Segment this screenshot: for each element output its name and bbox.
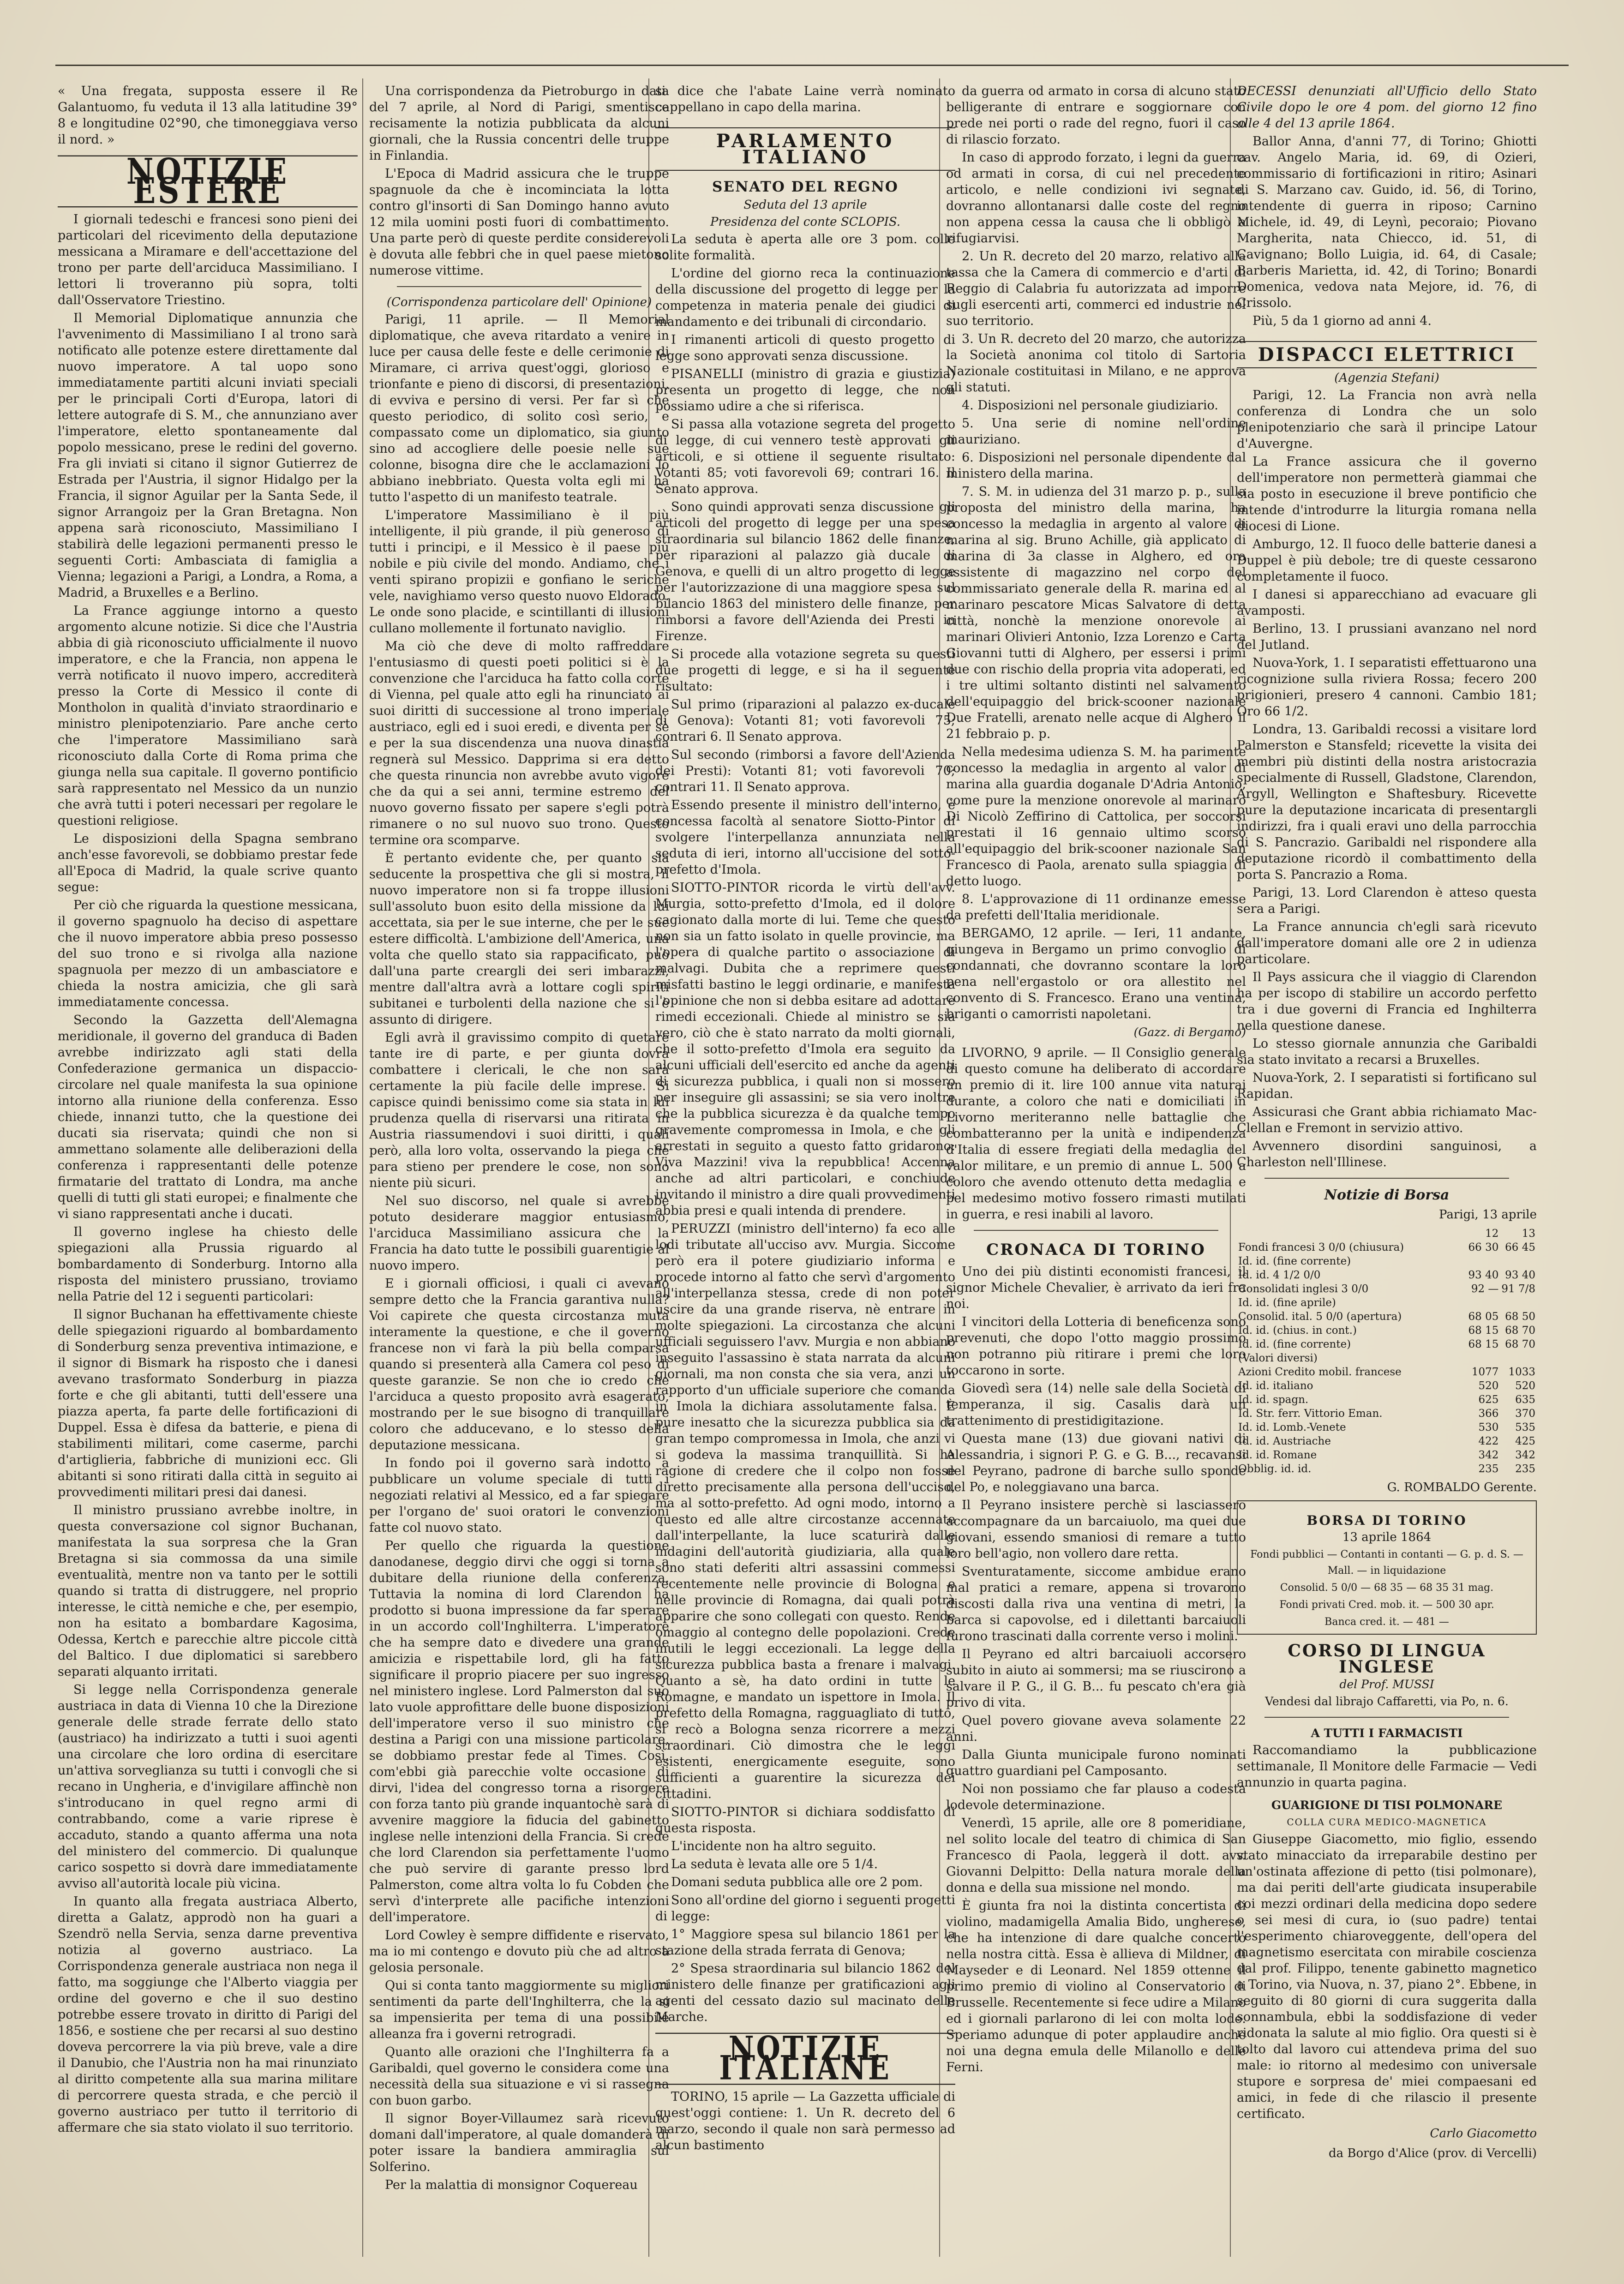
- dispatch-paragraph: Nuova-York, 1. I separatisti effettuarono una ricognizione sulla riviera Rossa; fecero 200 prigionieri, presero 4 cannoni. Cambio 181; Oro 66 1/2.: [1237, 656, 1537, 719]
- cronaca-paragraph: Sventuratamente, siccome ambidue erano mal pratici a remare, appena si trovarono discosti dalla riva una ventina di metri, la barca si capovolse, ed i dilettanti barcaiuoli furono trascinati dalla corrente verso i molini.: [946, 1565, 1246, 1643]
- table-cell: Id. id. italiano: [1238, 1380, 1313, 1392]
- table-cell: Fondi francesi 3 0/0 (chiusura): [1238, 1241, 1404, 1253]
- senate-paragraph: Sul primo (riparazioni al palazzo ex-ducale di Genova): Votanti 81; voti favorevoli 75; contrari 6. Il Senato approva.: [655, 697, 955, 744]
- top-rule: [55, 65, 1569, 66]
- table-cell: [1467, 1351, 1500, 1365]
- senate-heading: SENATO DEL REGNO: [712, 179, 899, 195]
- borsa-torino-row: Fondi privati Cred. mob. it. — 500 30 apr.: [1279, 1599, 1494, 1611]
- cure-ad-place: da Borgo d'Alice (prov. di Vercelli): [1328, 2146, 1537, 2160]
- senate-paragraph: Sul secondo (rimborsi a favore dell'Azienda dei Presti): Votanti 81; voti favorevoli 70; contrari 11. Il Senato approva.: [655, 748, 955, 794]
- article-paragraph: In caso di approdo forzato, i legni da guerra od armati in corsa, di cui nel precedente articolo, e nelle condizioni ivi segnate, dovranno allontanarsi dalle coste del regno non appena cessa la causa che li obbligò a rifugiarvisi.: [946, 150, 1246, 246]
- cronaca-paragraph: I vincitori della Lotteria di beneficenza sono prevenuti, che dopo l'otto maggio prossimo non potranno più ritirare i premi che loro toccarono in sorte.: [946, 1315, 1246, 1378]
- article-paragraph: La France aggiunge intorno a questo argomento alcune notizie. Si dice che l'Austria abbia di già riconosciuto ufficialmente il nuovo imperatore, e che la Francia, non appena le verrà notificato il nuovo impero, accrediterà presso la Corte di Messico il conte di Montholon in qualità d'inviato straordinario e ministro plenipotenziario. Pare anche certo che l'imperatore Massimiliano sarà riconosciuto dalla Corte di Roma prima che giunga nella sua capitale. Il governo pontificio sarà rappresentato nel Messico da un nunzio che avrà tutti i poteri necessari per regolare le questioni religiose.: [58, 604, 358, 828]
- table-row: [1237, 1421, 1537, 1434]
- column-rule: [362, 78, 363, 2257]
- cure-ad-heading: GUARIGIONE DI TISI POLMONARE: [1271, 1798, 1503, 1812]
- table-row: [1237, 1351, 1537, 1365]
- divider: [974, 1230, 1218, 1231]
- dispatches-body: [1237, 387, 1537, 1170]
- table-cell: Obblig. id. id.: [1238, 1463, 1312, 1475]
- correspondence-paragraph: Il signor Boyer-Villaumez sarà ricevuto domani dall'imperatore, al quale domanderà di poter issare la bandiera ammiraglia sul Solferino.: [369, 2111, 669, 2174]
- article-body: [369, 83, 669, 279]
- cure-ad-subheading: COLLA CURA MEDICO-MAGNETICA: [1287, 1816, 1487, 1828]
- table-row: [1237, 1462, 1537, 1476]
- table-cell: [1500, 1351, 1537, 1365]
- borsa-title: Notizie di Borsa: [1324, 1187, 1450, 1203]
- table-cell: Id. id. (fine corrente): [1238, 1338, 1351, 1350]
- dispatch-paragraph: Nuova-York, 2. I separatisti si fortificano sul Rapidan.: [1237, 1071, 1537, 1101]
- table-cell: 68 70: [1505, 1325, 1535, 1337]
- correspondence-paragraph: È pertanto evidente che, per quanto sia seducente la prospettiva che gli si mostra, il nuovo imperatore non si fa troppe illusioni sull'assoluto buon esito della missione da lui accettata, sia per le sue interne, che per le sue estere difficoltà. L'ambizione dell'America, una volta che quello stato sia rappacificato, può dall'una parte creargli dei seri imbarazzi, mentre dall'altra avrà a lottare cogli spiriti subitanei e turbolenti della nazione che si è assunto di dirigere.: [369, 851, 669, 1027]
- borsa-torino-date: 13 aprile 1864: [1342, 1530, 1432, 1544]
- table-row: [1237, 1241, 1537, 1254]
- divider: [1264, 1717, 1509, 1718]
- table-row: [1237, 1407, 1537, 1421]
- table-cell: Id. id. spagn.: [1238, 1394, 1309, 1406]
- correspondence-paragraph: Per quello che riguarda la questione danodanese, deggio dirvi che oggi si torna a dubitare della riunione della conferenza. Tuttavia la nomina di lord Clarendon ha prodotto si buona impressione da far sperare in un accordo coll'Inghilterra. L'imperatore che ha sempre dato e divedere una grande amicizia e rispettabile lord, gli ha fatto significare il proprio piacere per suo ingresso nel ministero inglese. Lord Palmerston dal suo lato vuole approfittare delle buone disposizioni dell'imperatore verso il suo ministro che destina a Parigi con una missione particolare, se dobbiamo prestar fede al Times. Così, com'ebbi già parecchie volte occasione di dirvi, l'idea del congresso torna a risorgere con forza tanto più grande inquantochè sarà di avvenire maggiore la fiducia del gabinetto inglese nelle intenzioni della Francia. Si crede che lord Clarendon sia perfettamente l'uomo che può servire di garante presso lord Palmerston, come altra volta lo fu Cobden che servì d'interprete alle pacifiche intenzioni dell'imperatore.: [369, 1539, 669, 1924]
- section-heading-parlamento: PARLAMENTO ITALIANO: [655, 127, 955, 171]
- article-body: [946, 83, 1246, 1022]
- dispatch-paragraph: Londra, 13. Garibaldi recossi a visitare lord Palmerston e Stansfeld; ricevette la visita dei membri più distinti della nostra aristocrazia specialmente di Russell, Gladstone, Clarendon, Argyll, Wellington e Shaftesbury. Ricevette pure la deputazione incaricata di presentargli indirizzi, fra i quali eravi uno della parrocchia di S. Pancrazio. Garibaldi nel rispondere alla deputazione ricordò il combattimento della porta S. Pancrazio a Roma.: [1237, 722, 1537, 882]
- lead-paragraph: si dice che l'abate Laine verrà nominato cappellano in capo della marina.: [655, 84, 955, 114]
- cure-ad-signature: Carlo Giacometto: [1430, 2127, 1537, 2140]
- table-row: [1237, 1379, 1537, 1393]
- borsa-torino-title: BORSA DI TORINO: [1306, 1513, 1467, 1528]
- article-body: [946, 1045, 1246, 1223]
- correspondence-paragraph: L'imperatore Massimiliano è il più intelligente, il più grande, il più generoso di tutti i principi, e il Messico è il paese più nobile e più civile del mondo. Andiamo, che i venti spirano propizii e gonfiano le seriche vele, navighiamo verso questo nuovo Eldorado. Le onde sono placide, e scintillanti di illusioni cullano mollemente il fortunato naviglio.: [369, 508, 669, 635]
- table-cell: 625: [1478, 1394, 1499, 1406]
- table-cell: 342: [1515, 1449, 1535, 1461]
- table-cell: Id. id. 4 1/2 0/0: [1238, 1269, 1321, 1281]
- table-cell: 530: [1478, 1421, 1499, 1433]
- table-cell: 520: [1478, 1380, 1499, 1392]
- cronaca-paragraph: Noi non possiamo che far plauso a codesta lodevole determinazione.: [946, 1782, 1246, 1812]
- borsa-torino-box: [1237, 1500, 1537, 1635]
- senate-paragraph: La seduta è aperta alle ore 3 pom. colle solite formalità.: [655, 232, 955, 263]
- article-paragraph: In quanto alla fregata austriaca Alberto, diretta a Galatz, approdò non ha guari a Szendrö nella Servia, senza darne preventiva notizia al governo austriaco. La Corrispondenza generale austriaca non nega il fatto, ma soggiunge che l'Alberto viaggia per ordine del governo e che il suo destino potrebbe essere trovato in diritto di Parigi del 1856, e sostiene che per recarsi al suo destino doveva percorrere la via più breve, vale a dire il Danubio, che l'Austria non ha mai rinunziato al diritto competente alla sua marina militare di percorrere questa strada, e che perciò il governo austriaco per tutto il territorio di affermare che sia stato violato il suo territorio.: [58, 1894, 358, 2135]
- senate-paragraph: Domani seduta pubblica alle ore 2 pom.: [671, 1875, 923, 1889]
- dispatch-paragraph: Lo stesso giornale annunzia che Garibaldi sia stato invitato a recarsi a Bruxelles.: [1237, 1037, 1537, 1067]
- article-paragraph: 8. L'approvazione di 11 ordinanze emesse da prefetti dell'Italia meridionale.: [946, 892, 1246, 923]
- deaths-heading: DECESSI denunziati all'Ufficio dello Stato Civile dopo le ore 4 pom. del giorno 12 fino alle 4 del 13 aprile 1864.: [1237, 84, 1537, 131]
- column-4: [946, 83, 1246, 2252]
- dispatch-paragraph: Parigi, 13. Lord Clarendon è atteso questa sera a Parigi.: [1237, 886, 1537, 916]
- senate-paragraph: L'incidente non ha altro seguito.: [671, 1839, 876, 1853]
- table-cell: 93 40: [1468, 1269, 1499, 1281]
- senate-paragraph: Si passa alla votazione segreta del progetto di legge, di cui vennero testè approvati gli articoli, e si ottiene il seguente risultato: Votanti 85; voti favorevoli 69; contrari 16. Il Senato approva.: [655, 417, 955, 496]
- dispatch-paragraph: La France assicura che il governo dell'imperatore non permetterà giammai che sia posto in esecuzione il breve pontificio che intende d'introdurre la liturgia romana nella diocesi di Lione.: [1237, 455, 1537, 534]
- table-row: [1237, 1324, 1537, 1337]
- table-cell: [1467, 1254, 1500, 1268]
- dispatch-paragraph: Il Pays assicura che il viaggio di Clarendon ha per iscopo di stabilire un accordo perfetto tra i due governi di Francia ed Inghilterra nella questione danese.: [1237, 970, 1537, 1033]
- article-paragraph: Una corrispondenza da Pietroburgo in data del 7 aprile, al Nord di Parigi, smentisce recisamente la notizia pubblicata da alcuni giornali, che la Russia concentri delle truppe in Finlandia.: [369, 84, 669, 163]
- dispatch-paragraph: Amburgo, 12. Il fuoco delle batterie danesi a Duppel è più debole; tre di queste cessarono completamente il fuoco.: [1237, 537, 1537, 584]
- table-cell: 425: [1515, 1435, 1535, 1447]
- correspondence-paragraph: Nel suo discorso, nel quale si avrebbe potuto desiderare maggior entusiasmo, l'arciduca Massimiliano assicura che la Francia ha dato tutte le possibili guarentigie al nuovo impero.: [369, 1194, 669, 1273]
- article-paragraph: 7. S. M. in udienza del 31 marzo p. p., sulla proposta del ministro della marina, ha concesso la medaglia in argento al valore di marina al sig. Bruno Achille, già applicato di marina di 3a classe in Alghero, ed ora assistente di magazzino nel corpo del commissariato generale della R. marina ed al marinaro pescatore Micas Salvatore di detta città, nonchè la menzione onorevole ai marinari Olivieri Antonio, Izza Lorenzo e Carta Giovanni tutti di Alghero, per essersi i primi due con rischio della propria vita adoperati, ed i tre ultimi soltanto distinti nel salvamento dell'equipaggio del brick-scooner nazionale Due Fratelli, arenato nelle acque di Alghero il 21 febbraio p. p.: [946, 485, 1246, 741]
- course-ad-line: Vendesi dal librajo Caffaretti, via Po, n. 6.: [1265, 1695, 1509, 1708]
- table-row: [1237, 1296, 1537, 1310]
- correspondence-paragraph: Ma ciò che deve di molto raffreddare l'entusiasmo di questi poeti politici si è la convenzione che l'arciduca ha fatto colla corte di Vienna, pel quale atto egli ha rinunciato ai suoi diritti di successione al trono imperiale austriaco, egli ed i suoi eredi, e diventa per sè e per la sua discendenza una nuova dinastia regnerà sul Messico. Dapprima si era detto che questa rinuncia non avrebbe avuto vigore che da qui a sei anni, termine estremo del nuovo governo fissato per sapere s'egli potrà rimanere o no sul nuovo suo trono. Questo termine ora scomparve.: [369, 639, 669, 847]
- article-paragraph: Secondo la Gazzetta dell'Alemagna meridionale, il governo del granduca di Baden avrebbe indirizzato agli stati della Confederazione germanica un dispaccio-circolare nel quale manifesta la sua opinione intorno alla riunione della conferenza. Esso chiede, innanzi tutto, che la questione dei ducati sia riservata; quindi che non si ammettano solamente alle deliberazioni della conferenza i rappresentanti delle potenze firmatarie del trattato di Londra, ma anche quelli di tutti gli stati europei; e finalmente che vi siano rappresentati anche i ducati.: [58, 1013, 358, 1221]
- borsa-torino-row: Banca cred. it. — 481 —: [1324, 1616, 1449, 1628]
- table-cell: (Valori diversi): [1238, 1352, 1318, 1364]
- table-row: [1237, 1434, 1537, 1448]
- article-paragraph: Il ministro prussiano avrebbe inoltre, in questa conversazione col signor Buchanan, manifestata la sua sorpresa che la Gran Bretagna si sia commossa da una simile eventualità, mentre non va tanto per le sottili quando si tratta di distruggere, nel proprio interesse, le città nemiche e che, per esempio, non ha esitato a bombardare Kagosima, Odessa, Kertch e parecchie altre piccole città del Baltico. I due diplomatici si sarebbero separati alquanto irritati.: [58, 1503, 358, 1679]
- article-paragraph: TORINO, 15 aprile — La Gazzetta ufficiale di quest'oggi contiene: 1. Un R. decreto del 6 marzo, secondo il quale non sarà permesso ad alcun bastimento: [655, 2090, 955, 2152]
- course-ad-heading: CORSO DI LINGUA INGLESE: [1288, 1641, 1486, 1677]
- cronaca-paragraph: È giunta fra noi la distinta concertista di violino, madamigella Amalia Bido, ungherese, che ha intenzione di dare qualche concerto nella nostra città. Essa è allieva di Mildner, di Mayseder e di Leonard. Nel 1859 ottenne il primo premio di violino al Conservatorio di Brusselle. Recentemente si fece udire a Milano ed i giornali parlarono di lei con molta lode. Speriamo adunque di poter applaudire anche noi una degna emula delle Milanollo e delle Ferni.: [946, 1899, 1246, 2074]
- table-row: [1237, 1365, 1537, 1379]
- cronaca-paragraph: Uno dei più distinti economisti francesi, il signor Michele Chevalier, è arrivato da ieri fra noi.: [946, 1265, 1246, 1311]
- session-president: Presidenza del conte SCLOPIS.: [710, 215, 901, 229]
- cronaca-paragraph: Il Peyrano ed altri barcaiuoli accorsero subito in aiuto ai sommersi; ma se riuscirono a salvare il P. G., il G. B... fu pescato ch'era già privo di vita.: [946, 1647, 1246, 1710]
- table-cell: [1500, 1254, 1537, 1268]
- senate-paragraph: Si procede alla votazione segreta su questi due progetti di legge, e si ha il seguente risultato:: [655, 647, 955, 694]
- borsa-torino-rows: [1242, 1547, 1531, 1630]
- senate-paragraph: PISANELLI (ministro di grazia e giustizia) presenta un progetto di legge, che non possiamo udire a che si riferisca.: [655, 367, 955, 414]
- table-cell: 235: [1478, 1463, 1499, 1475]
- table-cell: 535: [1515, 1421, 1535, 1433]
- column-3: [655, 83, 955, 2252]
- article-paragraph: Nella medesima udienza S. M. ha parimente concesso la medaglia in argento al valor di marina alla guardia doganale D'Adria Antonio, come pure la menzione onorevole al marinaro Di Nicolò Zeffirino di Cattolica, per soccorsi prestati il 16 gennaio ultimo scorso all'equipaggio del brik-scooner nazionale San Francesco di Paola, arenato sulla spiaggia di detto luogo.: [946, 745, 1246, 888]
- divider: [397, 286, 641, 287]
- table-row: [1237, 1268, 1537, 1282]
- table-cell: Consolid. ital. 5 0/0 (apertura): [1238, 1311, 1402, 1323]
- article-paragraph: Le disposizioni della Spagna sembrano anch'esse favorevoli, se dobbiamo prestar fede all'Epoca di Madrid, la quale scrive quanto segue:: [58, 832, 358, 894]
- table-cell: 66 45: [1505, 1241, 1535, 1253]
- course-ad-prof: del Prof. MUSSI: [1339, 1678, 1434, 1691]
- column-1: [58, 83, 358, 2252]
- cronaca-paragraph: Venerdì, 15 aprile, alle ore 8 pomeridiane, nel solito locale del teatro di chimica di San Francesco di Paola, leggerà il dott. avv. Giovanni Delpitto: Della natura morale della donna e della sua missione nel mondo.: [946, 1816, 1246, 1895]
- senate-paragraph: 2° Spesa straordinaria sul bilancio 1862 del ministero delle finanze per gratificazioni agli agenti del cessato dazio sul macinato delle Marche.: [655, 1961, 955, 2024]
- dispatch-paragraph: Berlino, 13. I prussiani avanzano nel nord del Jutland.: [1237, 622, 1537, 652]
- correspondence-paragraph: E i giornali officiosi, i quali ci avevano sempre detto che la Francia garantiva nulla? Voi capirete che questa circostanza muta interamente la questione, e che il governo francese non vi farà la più bella comparsa quando si presenterà alla Camera col peso di queste garanzie. Se non che io credo che l'arciduca a questo proposito avrà esagerato, mostrando per le sue bisogno di tranquillare coloro che adducevano, e lo stesso della deputazione messicana.: [369, 1277, 669, 1452]
- table-row: [1237, 1393, 1537, 1407]
- senate-paragraph: Essendo presente il ministro dell'interno, è concessa facoltà al senatore Siotto-Pintor di svolgere l'interpellanza annunziata nella seduta di ieri, intorno all'uccisione del sotto-prefetto d'Imola.: [655, 798, 955, 877]
- senate-paragraph: Sono all'ordine del giorno i seguenti progetti di legge:: [655, 1893, 955, 1924]
- table-cell: Azioni Credito mobil. francese: [1238, 1366, 1402, 1378]
- article-paragraph: 6. Disposizioni nel personale dipendente dal ministero della marina.: [946, 450, 1246, 481]
- deaths-tail: Più, 5 da 1 giorno ad anni 4.: [1252, 314, 1432, 328]
- table-cell: 66 30: [1468, 1241, 1499, 1253]
- senate-paragraph: SIOTTO-PINTOR ricorda le virtù dell'avv. Murgia, sotto-prefetto d'Imola, ed il dolore cagionato dalla morte di lui. Teme che questo non sia un fatto isolato in quelle provincie, ma l'opera di qualche partito o associazione di malvagi. Dubita che a reprimere questi misfatti bastino le leggi ordinarie, e manifesta l'opinione che non si debba esitare ad adottare rimedi eccezionali. Chiede al ministro se sia vero, ciò che è stato narrato da molti giornali, che il sotto-prefetto d'Imola era seguito da alcuni ufficiali dell'esercito ed anche da agenti di sicurezza pubblica, i quali non si mossero per inseguire gli assassini; se sia vero inoltre che la pubblica sicurezza è da qualche tempo gravemente compromessa in Imola, e che gli arrestati in seguito a questo fatto gridarono: Viva Mazzini! viva la repubblica! Accenna anche ad altri particolari, e conchiude invitando il ministro a dire quali provvedimenti abbia presi e quali intenda di prendere.: [655, 881, 955, 1218]
- dispatch-paragraph: Avvennero disordini sanguinosi, a Charleston nell'Illinese.: [1237, 1139, 1537, 1169]
- senate-paragraph: 1° Maggiore spesa sul bilancio 1861 per la stazione della strada ferrata di Genova;: [655, 1927, 955, 1958]
- table-cell: Id. id. (fine corrente): [1238, 1255, 1351, 1267]
- table-cell: [1500, 1296, 1537, 1310]
- correspondence-paragraph: In fondo poi il governo sarà indotto a pubblicare un volume speciale di tutti i negoziati relativi al Messico, ed a far spiegare per l'organo de' suoi oratori le convenzioni fatte col nuovo stato.: [369, 1456, 669, 1535]
- article-paragraph: Il signor Buchanan ha effettivamente chieste delle spiegazioni riguardo al bombardamento di Sonderburg senza preventiva intimazione, e il signor di Bismark ha risposto che i danesi avevano trasformato Sonderburg in piazza forte e che gli abitanti, tutti dell'essere una piazza aperta, fa parte delle fortificazioni di Duppel. Essa è difesa da batterie, e piena di stabilimenti militari, come caserme, parchi d'artiglieria, fabbriche di munizioni ecc. Gli abitanti si sono ritirati dalla città in seguito ai provvedimenti militari presi dai danesi.: [58, 1307, 358, 1499]
- table-cell: 342: [1478, 1449, 1499, 1461]
- column-2: [369, 83, 669, 2252]
- intro-paragraph: « Una fregata, supposta essere il Re Galantuomo, fu veduta il 13 alla latitudine 39° 8 e longitudine 02°90, che timoneggiava verso il nord. »: [58, 84, 358, 147]
- cronaca-paragraph: Questa mane (13) due giovani nativi di Alessandria, i signori P. G. e G. B..., recavansi del Peyrano, padrone di barche sullo sponde del Po, e noleggiavano una barca.: [946, 1432, 1246, 1494]
- senate-paragraph: I rimanenti articoli di questo progetto di legge sono approvati senza discussione.: [655, 333, 955, 363]
- borsa-table: [1237, 1227, 1537, 1476]
- article-paragraph: LIVORNO, 9 aprile. — Il Consiglio generale di questo comune ha deliberato di accordare un premio di it. lire 100 annue vita naturai durante, a coloro che nati e domiciliati in Livorno meriteranno nelle battaglie che combatteranno per la unità e indipendenza d'Italia di essere fregiati della medaglia del valor militare, e un premio di annue L. 500 a coloro che avendo ottenuto detta medaglia e pel medesimo motivo fossero rimasti mutilati in guerra, e resi inabili al lavoro.: [946, 1046, 1246, 1222]
- table-cell: 235: [1515, 1463, 1535, 1475]
- deaths-list: Ballor Anna, d'anni 77, di Torino; Ghiotti cav. Angelo Maria, id. 69, di Ozieri, commissario di fortificazioni in ritiro; Asinari di S. Marzano cav. Guido, id. 56, di Torino, intendente di guerra in riposo; Carnino Michele, id. 49, di Leynì, pecoraio; Piovano Margherita, nata Chiecco, id. 51, di Cavignano; Bollo Luigia, id. 64, di Casale; Barberis Marietta, id. 42, di Torino; Bonardi Domenica, vedova nata Mejore, id. 76, di Crissolo.: [1237, 134, 1537, 310]
- gerente-signature: G. ROMBALDO Gerente.: [1387, 1481, 1537, 1494]
- section-heading-notizie-italiane: NOTIZIE ITALIANE: [655, 2033, 955, 2085]
- correspondence-heading: (Corrispondenza particolare dell' Opinione): [386, 295, 652, 309]
- session-date: Seduta del 13 aprile: [743, 198, 867, 212]
- borsa-date: Parigi, 13 aprile: [1439, 1208, 1537, 1222]
- cure-ad-text: Giuseppe Giacometto, mio figlio, essendo stato minacciato da irreparabile destino per un'ostinata affezione di petto (tisi polmonare), ma dai periti dell'arte giudicata insuperabile coi mezzi ordinari della medicina dopo sedere o sei mesi di cura, io (suo padre) tentai l'esperimento chiaroveggente, dell'opera del magnetismo esercitata con mirabile coscienza dal prof. Filippo, tenente gabinetto magnetico a Torino, via Nuova, n. 37, piano 2°. Ebbene, in seguito di 80 giorni di cura suggerita dalla sonnambula, ebbi la soddisfazione di veder ridonata la salute al mio figlio. Ora questi si è tolto dal lavoro cui attendeva prima del suo male: io ritorno al medesimo con universale stupore e sorpresa de' miei compaesani ed amici, in fede di che rilascio il presente certificato.: [1237, 1832, 1537, 2121]
- table-header-row: [1237, 1227, 1537, 1241]
- table-cell: Id. Str. ferr. Vittorio Eman.: [1238, 1408, 1383, 1420]
- table-cell: 68 50: [1505, 1311, 1535, 1323]
- table-cell: Id. id. Romane: [1238, 1449, 1317, 1461]
- table-cell: Id. id. Austriache: [1238, 1435, 1331, 1447]
- section-heading-cronaca: CRONACA DI TORINO: [986, 1241, 1206, 1259]
- cronaca-paragraph: Il Peyrano insistere perchè si lasciassero accompagnare da un barcaiuolo, ma quei due giovani, essendo smaniosi di remare a tutto loro bell'agio, non vollero dare retta.: [946, 1498, 1246, 1561]
- table-cell: Id. id. (chius. in cont.): [1238, 1325, 1357, 1337]
- column-5: [1237, 83, 1537, 2252]
- table-row: [1237, 1310, 1537, 1324]
- table-cell: 1077: [1471, 1366, 1499, 1378]
- table-row: [1237, 1448, 1537, 1462]
- senate-paragraph: Sono quindi approvati senza discussione gli articoli del progetto di legge per una spesa straordinaria sul bilancio 1862 delle finanze, per riparazioni al palazzo già ducale di Genova, e quelli di un altro progetto di legge per l'autorizzazione di una maggiore spesa sul bilancio 1863 del ministero delle finanze, per rimborsi a favore dell'Azienda dei Presti in Firenze.: [655, 500, 955, 643]
- article-body: [655, 231, 955, 2025]
- article-paragraph: 5. Una serie di nomine nell'ordine mauriziano.: [946, 416, 1246, 447]
- table-cell: 422: [1478, 1435, 1499, 1447]
- table-row: [1237, 1337, 1537, 1351]
- article-paragraph: Il governo inglese ha chiesto delle spiegazioni alla Prussia riguardo al bombardamento di Sonderburg. Intorno alla risposta del ministero prussiano, troviamo nella Patrie del 12 i seguenti particolari:: [58, 1225, 358, 1304]
- correspondence-paragraph: Qui si conta tanto maggiormente su migliori sentimenti da parte dell'Inghilterra, che la si sa impensierita per tema di una possibile alleanza fra i governi retrogradi.: [369, 1978, 669, 2041]
- article-paragraph: Si legge nella Corrispondenza generale austriaca in data di Vienna 10 che la Direzione generale delle strade ferrate dello stato (austriaco) ha indirizzato a tutti i suoi agenti una circolare che loro ordina di esercitare un'attiva sorveglianza su tutti i convogli che si recano in Ungheria, e d'invigilare affinchè non s'introducano in quel regno armi di contrabbando, come a varie riprese è accaduto, stando a quanto afferma una nota del ministero del commercio. Di qualunque carico sospetto si dovrà dare immediatamente avviso all'autorità locale più vicina.: [58, 1683, 358, 1891]
- pharmacy-ad-heading: A TUTTI I FARMACISTI: [1311, 1726, 1463, 1740]
- senate-paragraph: PERUZZI (ministro dell'interno) fa eco alle lodi tributate all'ucciso avv. Murgia. Siccome però era il potere giudiziario informa e procede intorno al fatto che servì d'argomento all'interpellanza stessa, crede di non poter uscire da una grande riserva, nè entrare in molte spiegazioni. La circostanza che alcuni ufficiali seguissero l'avv. Murgia e non abbiano inseguito l'assassino è stata narrata da alcuni giornali, ma non consta che sia vera, anzi un rapporto d'un ufficiale superiore che comanda in Imola la dichiara assolutamente falsa. È pure inesatto che la sicurezza pubblica sia da gran tempo compromessa in Imola, che anzi vi si godeva la massima tranquillità. Si ha ragione di credere che il colpo non fosse diretto precisamente alla persona dell'ucciso, ma al sotto-prefetto. Ad ogni modo, intorno a questo ed alle altre circostanze accennate dall'interpellante, la luce scaturirà dalle indagini dell'autorità giudiziaria, alla quale sono stati deferiti altri assassini commessi recentemente nelle provincie di Bologna e nelle provincie di Romagna, dai quali potrà apparire che sono collegati con questo. Rende omaggio al contegno delle popolazioni. Crede inutili le leggi eccezionali. La legge della sicurezza pubblica basta a frenare i malvagi. Quanto a sè, ha dato ordini in tutte le Romagne, e mandato un ispettore in Imola. Il prefetto della Romagna, ragguagliato di tutto, si recò a Bologna senza ricorrere a mezzi straordinari. Ciò dimostra che le leggi esistenti, energicamente eseguite, sono sufficienti a guarentire la sicurezza dei cittadini.: [655, 1222, 955, 1801]
- table-cell: Id. id. Lomb.-Venete: [1238, 1421, 1346, 1433]
- correspondence-paragraph: Per la malattia di monsignor Coquereau: [385, 2178, 638, 2192]
- article-paragraph: I giornali tedeschi e francesi sono pieni dei particolari del ricevimento della deputazione messicana a Miramare e dell'accettazione del trono per parte dell'arciduca Massimiliano. I lettori li troveranno più sopra, tolti dall'Osservatore Triestino.: [58, 212, 358, 307]
- senate-paragraph: L'ordine del giorno reca la continuazione della discussione del progetto di legge per la competenza in materia penale dei giudici di mandamento e dei tribunali di circondario.: [655, 266, 955, 329]
- table-cell: 370: [1515, 1408, 1535, 1420]
- table-cell: 68 70: [1505, 1338, 1535, 1350]
- article-paragraph: BERGAMO, 12 aprile. — Ieri, 11 andante, giungeva in Bergamo un primo convoglio di condannati, che dovranno scontare la loro pena nell'ergastolo or ora allestito nel convento di S. Francesco. Erano una ventina, briganti o camorristi napoletani.: [946, 926, 1246, 1021]
- dispatch-paragraph: Assicurasi che Grant abbia richiamato Mac-Clellan e Fremont in servizio attivo.: [1237, 1105, 1537, 1135]
- agency-name: (Agenzia Stefani): [1334, 371, 1439, 385]
- divider: [1264, 1178, 1509, 1179]
- table-cell: Id. id. (fine aprile): [1238, 1297, 1336, 1309]
- correspondence-paragraph: Egli avrà il gravissimo compito di quetare tante ire di parte, e per giunta dovrà combattere i clericali, le che non sarà certamente la più facile delle imprese. Si capisce quindi benissimo come sia stata in lui prudenza quella di riservarsi una ritirata in Austria riassumendovi i suoi diritti, i quali però, alla loro volta, osservando la piega che para stieno per prendere le cose, non sono niente più sicuri.: [369, 1031, 669, 1190]
- table-cell: 635: [1515, 1394, 1535, 1406]
- table-row: [1237, 1282, 1537, 1296]
- correspondence-paragraph: Parigi, 11 aprile. — Il Memorial diplomatique, che aveva ritardato a venire in luce per causa delle feste e delle cerimonie di Miramare, ci arriva quest'oggi, glorioso e trionfante e pieno di discorsi, di presentazioni, di evviva e persino di versi. Per far sì che questo periodico, di solito così serio, e compassato come un diplomatico, sia giunto sino ad accogliere delle poesie nelle sue colonne, bisogna dire che le acclamazioni lo abbiano inebbriato. Questa volta egli mi ha tutto l'aspetto di un manifesto teatrale.: [369, 312, 669, 504]
- table-cell: [1467, 1296, 1500, 1310]
- article-paragraph: Per ciò che riguarda la questione messicana, il governo spagnuolo ha deciso di aspettare che il nuovo imperatore abbia preso possesso del suo trono e si rivolga alla nazione spagnuola per mezzo di un ambasciatore e chieda la nostra amicizia, che gli sarà immediatamente concessa.: [58, 898, 358, 1009]
- borsa-torino-row: Fondi pubblici — Contanti in contanti — G. p. d. S. — Mall. — in liquidazione: [1250, 1549, 1523, 1577]
- article-body: [58, 211, 358, 2136]
- table-cell: 1033: [1508, 1366, 1535, 1378]
- borsa-torino-row: Consolid. 5 0/0 — 68 35 — 68 35 31 mag.: [1280, 1582, 1494, 1594]
- cronaca-paragraph: Dalla Giunta municipale furono nominati quattro guardiani pel Camposanto.: [946, 1748, 1246, 1778]
- correspondence-body: [369, 312, 669, 2193]
- article-paragraph: 2. Un R. decreto del 20 marzo, relativo alla tassa che la Camera di commercio e d'arti di Reggio di Calabria fu autorizzata ad imporre sugli esercenti arti, commerci ed industrie nel suo territorio.: [946, 249, 1246, 328]
- correspondence-paragraph: Quanto alle orazioni che l'Inghilterra fa a Garibaldi, quel governo le considera come una necessità della sua situazione e vi si rassegna con buon garbo.: [369, 2045, 669, 2108]
- article-paragraph: da guerra od armato in corsa di alcuno stato belligerante di entrare e soggiornare con prede nei porti o rade del regno, fuori il caso di rilascio forzato.: [946, 84, 1246, 147]
- table-cell: 520: [1515, 1380, 1535, 1392]
- cronaca-paragraph: Quel povero giovane aveva solamente 22 anni.: [946, 1714, 1246, 1744]
- table-row: [1237, 1254, 1537, 1268]
- table-cell: 91 7/8: [1501, 1283, 1535, 1295]
- dispatch-paragraph: Parigi, 12. La Francia non avrà nella conferenza di Londra che un solo plenipotenziario che sarà il principe Latour d'Auvergne.: [1237, 388, 1537, 451]
- cronaca-body: [946, 1264, 1246, 2075]
- section-heading-dispacci: DISPACCI ELETTRICI: [1237, 341, 1537, 368]
- dispatch-paragraph: La France annuncia ch'egli sarà ricevuto dall'imperatore domani alle ore 2 in udienza particolare.: [1237, 920, 1537, 966]
- senate-paragraph: SIOTTO-PINTOR si dichiara soddisfatto di questa risposta.: [655, 1805, 955, 1835]
- table-cell: 68 15: [1468, 1338, 1499, 1350]
- article-paragraph: Il Memorial Diplomatique annunzia che l'avvenimento di Massimiliano I al trono sarà notificato alle potenze estere direttamente dal nuovo imperatore. A tal uopo sono immediatamente partiti alcuni inviati speciali per le principali Corti d'Europa, latori di lettere autografe di S. M., che annunziano aver l'imperatore, eletto spontaneamente dal popolo messicano, prese le redini del governo. Fra gli inviati si citano il signor Gutierrez de Estrada per l'Austria, il signor Hidalgo per la Francia, il signor Aguilar per la Santa Sede, il signor Arrangoiz per la Gran Bretagna. Non appena sarà riconosciuto, Massimiliano I stabilirà delle legazioni permanenti presso le seguenti Corti: Ambasciata di famiglia a Vienna; legazioni a Parigi, a Londra, a Roma, a Madrid, a Bruxelles e a Berlino.: [58, 311, 358, 600]
- pharmacy-ad-text: Raccomandiamo la pubblicazione settimanale, Il Monitore delle Farmacie — Vedi annunzio in quarta pagina.: [1237, 1743, 1537, 1790]
- dispatch-paragraph: I danesi si apparecchiano ad evacuare gli avamposti.: [1237, 587, 1537, 618]
- article-paragraph: L'Epoca di Madrid assicura che le truppe spagnuole da che è incominciata la lotta contro gl'insorti di San Domingo hanno avuto 12 mila uomini posti fuori di combattimento. Una parte però di queste perdite considerevoli è dovuta alle febbri che in quel paese mietono numerose vittime.: [369, 167, 669, 278]
- table-cell: 68 05: [1468, 1311, 1499, 1323]
- table-cell: Consolidati inglesi 3 0/0: [1238, 1283, 1369, 1295]
- article-paragraph: 4. Disposizioni nel personale giudiziario.: [962, 398, 1218, 413]
- table-cell: 366: [1478, 1408, 1499, 1420]
- table-header-cell: 13: [1522, 1228, 1535, 1240]
- article-paragraph: 3. Un R. decreto del 20 marzo, che autorizza la Società anonima col titolo di Sartoria Nazionale costituitasi in Milano, e ne approva gli statuti.: [946, 332, 1246, 395]
- table-header-cell: 12: [1485, 1228, 1499, 1240]
- source-note: (Gazz. di Bergamo): [1133, 1025, 1246, 1039]
- table-header-cell: [1237, 1227, 1467, 1241]
- table-cell: 92 —: [1471, 1283, 1499, 1295]
- senate-paragraph: La seduta è levata alle ore 5 1/4.: [671, 1857, 878, 1871]
- section-heading-notizie-estere: NOTIZIE ESTERE: [58, 156, 358, 208]
- table-cell: 93 40: [1505, 1269, 1535, 1281]
- correspondence-paragraph: Lord Cowley è sempre diffidente e riservato, ma io mi contengo e dovuto più che ad altro a gelosia personale.: [369, 1928, 669, 1975]
- table-cell: 68 15: [1468, 1325, 1499, 1337]
- cronaca-paragraph: Giovedì sera (14) nelle sale della Società di temperanza, il sig. Casalis darà un trattenimento di prestidigitazione.: [946, 1381, 1246, 1428]
